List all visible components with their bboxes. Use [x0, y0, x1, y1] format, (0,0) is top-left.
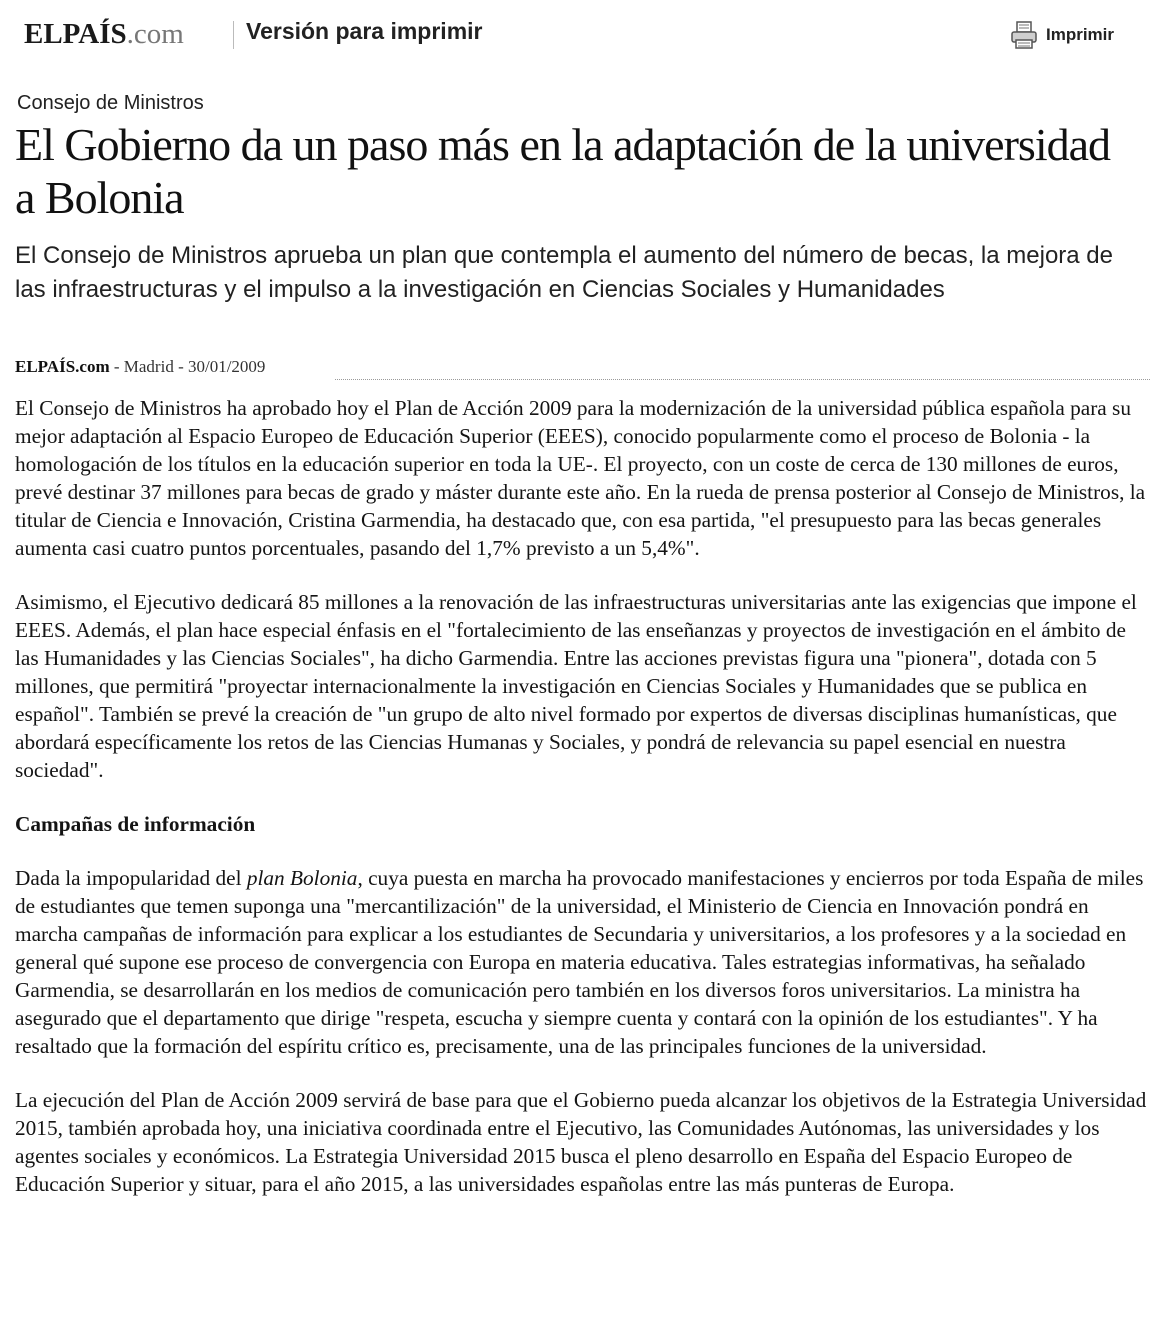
byline [15, 357, 265, 377]
paragraph-3 [15, 864, 1150, 1060]
top-bar [0, 0, 1162, 62]
paragraph-2: Asimismo, el Ejecutivo dedicará 85 millones a la renovación de las infraestructuras universitarias ante las exigencias que impone el EEES. Además, el plan hace especial énfasis en el "fortalecimiento de las enseñanzas y proyectos de investigación en el ámbito de las Humanidades y las Ciencias Sociales", ha dicho Garmendia. Entre las acciones previstas figura una "pionera", dotada con 5 millones, que permitirá "proyectar internacionalmente la investigación en Ciencias Sociales y Humanidades que se publica en español". También se prevé la creación de "un grupo de alto nivel formado por expertos de diversas disciplinas humanísticas, que abordará específicamente los retos de las Ciencias Humanas y Sociales, y pondrá de relevancia su papel esencial en nuestra sociedad". [15, 590, 1137, 782]
print-button-label: Imprimir [1046, 25, 1115, 44]
article-body [15, 394, 1150, 1224]
logo-text: ELPAÍS [24, 18, 127, 50]
byline-place-date: - Madrid - 30/01/2009 [109, 357, 266, 376]
article-headline: El Gobierno da un paso más en la adaptación de la universidad a Bolonia [15, 119, 1111, 223]
print-version-label: Versión para imprimir [246, 18, 483, 44]
print-button[interactable] [1010, 18, 1114, 52]
section-label: Consejo de Ministros [17, 92, 204, 114]
byline-source: ELPAÍS.com [15, 357, 110, 376]
header-divider [233, 21, 234, 49]
plan-bolonia-italic: plan Bolonia [246, 866, 358, 890]
paragraph-3-start: Dada la impopularidad del [15, 866, 247, 890]
elpais-logo[interactable] [24, 18, 184, 51]
byline-divider [335, 379, 1150, 380]
logo-suffix: .com [126, 18, 184, 50]
printer-icon [1010, 20, 1038, 50]
paragraph-4: La ejecución del Plan de Acción 2009 servirá de base para que el Gobierno pueda alcanzar los objetivos de la Estrategia Universidad 2015, también aprobada hoy, una iniciativa coordinada entre el Ejecutivo, las Comunidades Autónomas, las universidades y los agentes sociales y económicos. La Estrategia Universidad 2015 busca el pleno desarrollo en España del Espacio Europeo de Educación Superior y situar, para el año 2015, a las universidades españolas entre las más punteras de Europa. [15, 1088, 1147, 1196]
paragraph-1: El Consejo de Ministros ha aprobado hoy el Plan de Acción 2009 para la modernización de la universidad pública española para su mejor adaptación al Espacio Europeo de Educación Superior (EEES), conocido popularmente como el proceso de Bolonia - la homologación de los títulos en la educación superior en toda la UE-. El proyecto, con un coste de cerca de 130 millones de euros, prevé destinar 37 millones para becas de grado y máster durante este año. En la rueda de prensa posterior al Consejo de Ministros, la titular de Ciencia e Innovación, Cristina Garmendia, ha destacado que, con esa partida, "el presupuesto para las becas generales aumenta casi cuatro puntos porcentuales, pasando del 1,7% previsto a un 5,4%". [15, 396, 1146, 560]
paragraph-3-rest: , cuya puesta en marcha ha provocado manifestaciones y encierros por toda España de miles de estudiantes que temen suponga una "mercantilización" de la universidad, el Ministerio de Ciencia en Innovación pondrá en marcha campañas de información para explicar a los estudiantes de Secundaria y universitarios, a los profesores y a la sociedad en general qué supone ese proceso de convergencia con Europa en materia educativa. Tales estrategias informativas, ha señalado Garmendia, se desarrollarán en los medios de comunicación pero también en los diversos foros universitarios. La ministra ha asegurado que el departamento que dirige "respeta, escucha y siempre cuenta y contará con la opinión de los estudiantes". Y ha resaltado que la formación del espíritu crítico es, precisamente, una de las principales funciones de la universidad. [15, 866, 1144, 1058]
article-subheadline: El Consejo de Ministros aprueba un plan que contempla el aumento del número de becas, la mejora de las infraestructuras y el impulso a la investigación en Ciencias Sociales y Humanidades [15, 242, 1113, 303]
article-subheading: Campañas de información [15, 812, 256, 836]
